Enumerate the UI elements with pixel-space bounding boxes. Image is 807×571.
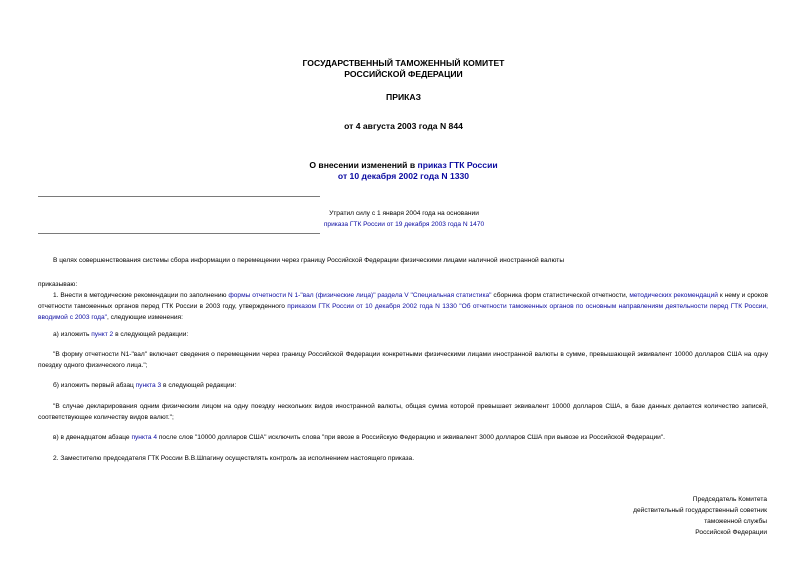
signature-line3: таможенной службы [704, 518, 767, 525]
org-name-line2: РОССИЙСКОЙ ФЕДЕРАЦИИ [344, 69, 463, 79]
doc-title-line2 [0, 171, 807, 182]
status-note-line1: Утратил силу с 1 января 2004 года на основании [329, 210, 479, 217]
org-name-line1: ГОСУДАРСТВЕННЫЙ ТАМОЖЕННЫЙ КОМИТЕТ [302, 58, 505, 68]
divider-bottom [38, 233, 320, 234]
item-2-paragraph: 2. Заместителю председателя ГТК России В.В.Шпагину осуществлять контроль за исполнением настоящего приказа. [53, 455, 415, 462]
status-note-link[interactable]: приказа ГТК России от 19 декабря 2003 года N 1470 [323, 221, 485, 228]
title-link-order-date[interactable]: от 10 декабря 2002 года N 1330 [337, 171, 470, 181]
item-1-text-1: 1. Внести в методические рекомендации по заполнению [53, 292, 229, 299]
sub-item-a-text-2: в следующей редакции: [113, 331, 189, 338]
link-point-2[interactable]: пункт 2 [91, 331, 114, 338]
sub-item-b [38, 380, 768, 391]
signature-line1: Председатель Комитета [692, 496, 767, 503]
link-point-3[interactable]: пункта 3 [135, 382, 162, 389]
link-method-recommendations[interactable]: методических рекомендаций [629, 292, 718, 299]
sub-item-c [38, 432, 768, 443]
doc-date-number: от 4 августа 2003 года N 844 [344, 121, 463, 131]
sub-item-b-text-2: в следующей редакции: [161, 382, 237, 389]
sub-item-c-text-2: после слов "10000 долларов США" исключить слова "при ввозе в Российскую Федерацию и эквивалент 3000 долларов США при вывозе из Российской Федерации". [157, 434, 666, 441]
doc-title-prefix: О внесении изменений в [309, 160, 418, 170]
sub-item-c-text-1: в) в двенадцатом абзаце [53, 434, 132, 441]
item-1-paragraph [38, 290, 768, 323]
signature-line2: действительный государственный советник [633, 507, 767, 514]
title-link-order[interactable]: приказ ГТК России [417, 160, 498, 170]
sub-item-b-text-1: б) изложить первый абзац [53, 382, 136, 389]
quote-a-paragraph: "В форму отчетности N1-"вал" включает сведения о перемещении через границу Российской Федерации конкретными физическими лицами иностранной валюты в сумме, превышающей эквивалент 10000 долларов США на одну поездку одного физического лица."; [38, 351, 768, 369]
sub-item-a [38, 329, 768, 340]
order-word: приказываю: [38, 281, 78, 288]
sub-item-a-text-1: а) изложить [53, 331, 92, 338]
signature-line4: Российской Федерации [695, 529, 767, 536]
doc-type: ПРИКАЗ [386, 92, 421, 102]
link-form-1-val[interactable]: формы отчетности N 1-"вал (физические лица)" раздела V "Специальная статистика" [228, 292, 492, 299]
item-1-text-4: , следующие изменения: [106, 314, 183, 321]
doc-title-line1 [0, 160, 807, 171]
link-order-1330[interactable]: приказом ГТК России от 10 декабря 2002 года N 1330 "Об отчетности таможенных органов по основным направлениям деятельности перед ГТК России, вводимой с 2003 года" [38, 303, 768, 321]
intro-paragraph: В целях совершенствования системы сбора информации о перемещении через границу Российской Федерации физическими лицами наличной иностранной валюты [53, 257, 565, 264]
quote-b-paragraph: "В случае декларирования одним физическим лицом на одну поездку нескольких видов иностранной валюты, общая сумма которой превышает эквивалент 10000 долларов США, в базе данных делается количество записей, соответствующее количеству видов валют."; [38, 403, 768, 421]
divider-top [38, 196, 320, 197]
status-note-line2 [300, 219, 508, 230]
item-1-text-3: к нему и сроков отчетности таможенных органов перед ГТК России в 2003 году, утвержденного [38, 292, 768, 310]
link-point-4[interactable]: пункта 4 [131, 434, 158, 441]
item-1-text-2: сборника форм статистической отчетности, [491, 292, 630, 299]
